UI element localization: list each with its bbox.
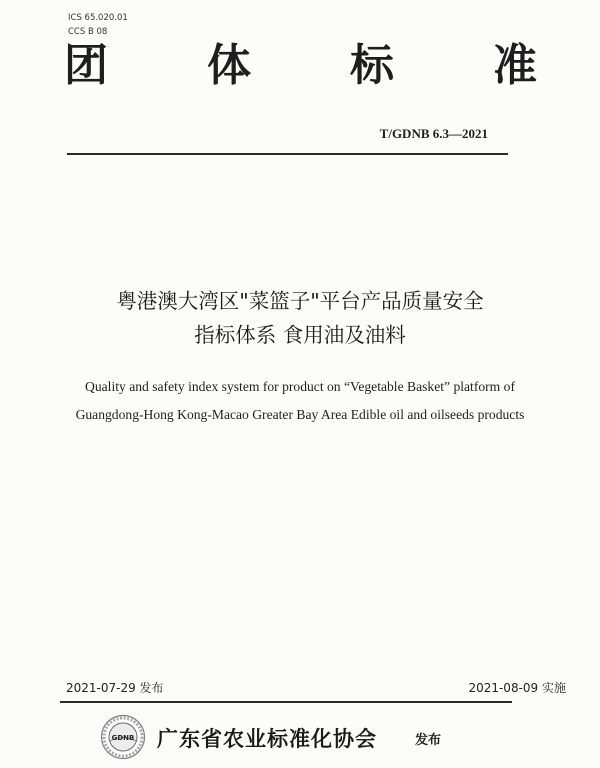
gdnb-logo-icon bbox=[100, 714, 146, 760]
publisher-name: 广东省农业标准化协会 bbox=[157, 726, 377, 751]
publisher-suffix: 发布 bbox=[415, 733, 442, 748]
ics-code: ICS 65.020.01 bbox=[68, 13, 128, 23]
category-char: 体 bbox=[207, 40, 251, 91]
publisher-block bbox=[100, 714, 520, 760]
standard-number: T/GDNB 6.3—2021 bbox=[379, 126, 488, 141]
top-divider bbox=[67, 153, 508, 155]
category-char: 标 bbox=[350, 40, 394, 91]
classification-codes bbox=[68, 11, 128, 39]
category-char: 准 bbox=[493, 40, 537, 91]
english-title-line-2: Guangdong-Hong Kong-Macao Greater Bay Area Edible oil and oilseeds products bbox=[75, 407, 525, 422]
standard-category-heading bbox=[56, 36, 546, 96]
chinese-title-line-2: 指标体系 食用油及油料 bbox=[194, 323, 406, 347]
chinese-title bbox=[0, 284, 600, 352]
ccs-code: CCS B 08 bbox=[68, 27, 108, 37]
chinese-title-line-1: 粤港澳大湾区"菜篮子"平台产品质量安全 bbox=[116, 289, 484, 313]
bottom-divider bbox=[60, 701, 512, 703]
english-title-line-1: Quality and safety index system for product on “Vegetable Basket” platform of bbox=[85, 379, 515, 394]
english-title bbox=[0, 373, 600, 429]
issue-date: 2021-07-29 发布 bbox=[66, 681, 164, 695]
category-char: 团 bbox=[64, 40, 108, 91]
implementation-date: 2021-08-09 实施 bbox=[468, 681, 566, 695]
logo-text: GDNB bbox=[111, 734, 135, 742]
